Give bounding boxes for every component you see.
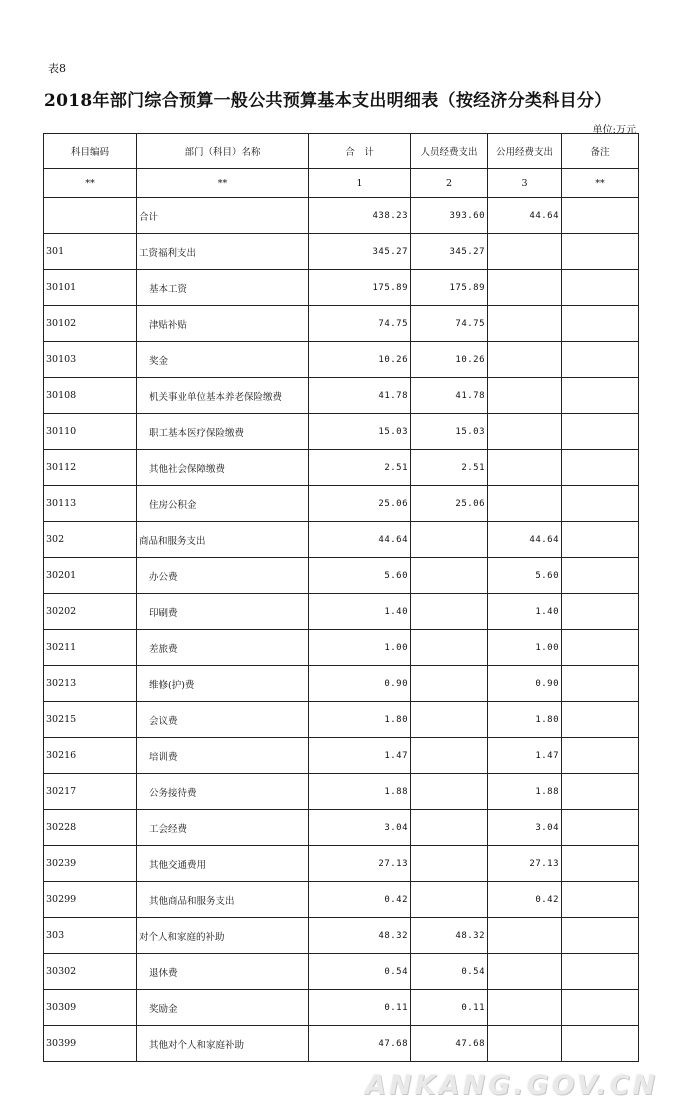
row-code: 30217 — [44, 774, 137, 810]
index-cell: 3 — [488, 169, 562, 198]
row-total: 438.23 — [309, 198, 411, 234]
row-note — [562, 630, 639, 666]
row-code: 30309 — [44, 990, 137, 1026]
row-personnel: 25.06 — [411, 486, 488, 522]
row-public — [488, 414, 562, 450]
row-note — [562, 846, 639, 882]
table-row — [44, 738, 639, 774]
row-public: 3.04 — [488, 810, 562, 846]
index-cell: ** — [44, 169, 137, 198]
row-note — [562, 990, 639, 1026]
row-personnel — [411, 594, 488, 630]
row-public — [488, 486, 562, 522]
row-name: 工会经费 — [137, 810, 309, 846]
row-public: 0.42 — [488, 882, 562, 918]
table-row — [44, 594, 639, 630]
row-name: 维修(护)费 — [137, 666, 309, 702]
row-code: 30112 — [44, 450, 137, 486]
page-title: 2018年部门综合预算一般公共预算基本支出明细表（按经济分类科目分） — [44, 91, 612, 111]
table-row — [44, 774, 639, 810]
row-public — [488, 1026, 562, 1062]
row-note — [562, 1026, 639, 1062]
row-code: 30399 — [44, 1026, 137, 1062]
row-public: 44.64 — [488, 522, 562, 558]
row-name: 印刷费 — [137, 594, 309, 630]
row-note — [562, 558, 639, 594]
table-row — [44, 306, 639, 342]
row-code: 30228 — [44, 810, 137, 846]
row-personnel — [411, 846, 488, 882]
row-personnel: 2.51 — [411, 450, 488, 486]
row-code: 30201 — [44, 558, 137, 594]
row-public: 5.60 — [488, 558, 562, 594]
row-name: 会议费 — [137, 702, 309, 738]
row-public: 1.88 — [488, 774, 562, 810]
row-total: 1.40 — [309, 594, 411, 630]
table-row — [44, 414, 639, 450]
row-total: 1.88 — [309, 774, 411, 810]
row-total: 47.68 — [309, 1026, 411, 1062]
row-total: 2.51 — [309, 450, 411, 486]
row-total: 175.89 — [309, 270, 411, 306]
row-note — [562, 450, 639, 486]
table-row — [44, 342, 639, 378]
row-personnel: 0.54 — [411, 954, 488, 990]
row-total: 5.60 — [309, 558, 411, 594]
row-note — [562, 378, 639, 414]
row-public — [488, 450, 562, 486]
row-personnel — [411, 558, 488, 594]
header-public: 公用经费支出 — [488, 134, 562, 169]
table-row — [44, 270, 639, 306]
row-personnel — [411, 702, 488, 738]
budget-table — [43, 133, 639, 1062]
row-public — [488, 342, 562, 378]
row-personnel — [411, 630, 488, 666]
row-total: 1.00 — [309, 630, 411, 666]
row-personnel: 15.03 — [411, 414, 488, 450]
row-name: 其他商品和服务支出 — [137, 882, 309, 918]
row-personnel — [411, 810, 488, 846]
row-public — [488, 306, 562, 342]
row-personnel: 393.60 — [411, 198, 488, 234]
table-row — [44, 666, 639, 702]
row-note — [562, 234, 639, 270]
row-code: 30239 — [44, 846, 137, 882]
row-code: 301 — [44, 234, 137, 270]
row-personnel: 41.78 — [411, 378, 488, 414]
header-note: 备注 — [562, 134, 639, 169]
row-personnel — [411, 666, 488, 702]
row-total: 25.06 — [309, 486, 411, 522]
row-note — [562, 954, 639, 990]
row-personnel — [411, 522, 488, 558]
row-personnel: 74.75 — [411, 306, 488, 342]
row-code: 30299 — [44, 882, 137, 918]
row-personnel — [411, 882, 488, 918]
row-public — [488, 270, 562, 306]
row-name: 退休费 — [137, 954, 309, 990]
row-code: 303 — [44, 918, 137, 954]
row-total: 48.32 — [309, 918, 411, 954]
table-row — [44, 486, 639, 522]
row-code — [44, 198, 137, 234]
row-public: 1.00 — [488, 630, 562, 666]
row-public: 1.47 — [488, 738, 562, 774]
row-name: 对个人和家庭的补助 — [137, 918, 309, 954]
row-name: 职工基本医疗保险缴费 — [137, 414, 309, 450]
row-code: 302 — [44, 522, 137, 558]
table-row — [44, 882, 639, 918]
row-public: 0.90 — [488, 666, 562, 702]
table-row — [44, 990, 639, 1026]
row-name: 办公费 — [137, 558, 309, 594]
row-name: 机关事业单位基本养老保险缴费 — [137, 378, 309, 414]
table-row — [44, 810, 639, 846]
row-name: 商品和服务支出 — [137, 522, 309, 558]
table-row — [44, 1026, 639, 1062]
row-personnel: 47.68 — [411, 1026, 488, 1062]
row-total: 0.54 — [309, 954, 411, 990]
unit-label: 单位:万元 — [592, 125, 636, 136]
row-total: 0.90 — [309, 666, 411, 702]
row-note — [562, 198, 639, 234]
row-code: 30202 — [44, 594, 137, 630]
table-number: 表8 — [48, 62, 66, 75]
index-cell: ** — [562, 169, 639, 198]
row-note — [562, 522, 639, 558]
row-personnel: 48.32 — [411, 918, 488, 954]
table-row — [44, 450, 639, 486]
row-public: 1.40 — [488, 594, 562, 630]
row-note — [562, 486, 639, 522]
row-note — [562, 882, 639, 918]
row-note — [562, 738, 639, 774]
row-personnel: 0.11 — [411, 990, 488, 1026]
row-name: 奖金 — [137, 342, 309, 378]
row-name: 住房公积金 — [137, 486, 309, 522]
row-total: 27.13 — [309, 846, 411, 882]
row-total: 1.47 — [309, 738, 411, 774]
row-note — [562, 702, 639, 738]
row-note — [562, 666, 639, 702]
row-total: 10.26 — [309, 342, 411, 378]
row-total: 0.42 — [309, 882, 411, 918]
row-code: 30101 — [44, 270, 137, 306]
row-total: 41.78 — [309, 378, 411, 414]
row-personnel: 10.26 — [411, 342, 488, 378]
row-personnel: 345.27 — [411, 234, 488, 270]
table-row — [44, 198, 639, 234]
row-name: 奖励金 — [137, 990, 309, 1026]
row-note — [562, 774, 639, 810]
row-code: 30216 — [44, 738, 137, 774]
row-total: 0.11 — [309, 990, 411, 1026]
row-code: 30108 — [44, 378, 137, 414]
row-personnel — [411, 774, 488, 810]
table-row — [44, 378, 639, 414]
row-total: 44.64 — [309, 522, 411, 558]
row-public — [488, 990, 562, 1026]
row-name: 基本工资 — [137, 270, 309, 306]
row-note — [562, 594, 639, 630]
row-note — [562, 306, 639, 342]
table-row — [44, 234, 639, 270]
row-code: 30211 — [44, 630, 137, 666]
row-name: 公务接待费 — [137, 774, 309, 810]
header-row — [44, 134, 639, 169]
row-personnel — [411, 738, 488, 774]
row-code: 30103 — [44, 342, 137, 378]
row-personnel: 175.89 — [411, 270, 488, 306]
header-code: 科目编码 — [44, 134, 137, 169]
row-code: 30302 — [44, 954, 137, 990]
header-personnel: 人员经费支出 — [411, 134, 488, 169]
table-row — [44, 954, 639, 990]
row-name: 工资福利支出 — [137, 234, 309, 270]
row-total: 345.27 — [309, 234, 411, 270]
table-row — [44, 558, 639, 594]
row-code: 30213 — [44, 666, 137, 702]
table-body — [44, 198, 639, 1062]
row-code: 30102 — [44, 306, 137, 342]
table-row — [44, 918, 639, 954]
row-public: 1.80 — [488, 702, 562, 738]
row-name: 差旅费 — [137, 630, 309, 666]
row-public — [488, 378, 562, 414]
row-name: 其他对个人和家庭补助 — [137, 1026, 309, 1062]
row-code: 30110 — [44, 414, 137, 450]
row-note — [562, 414, 639, 450]
row-note — [562, 270, 639, 306]
row-note — [562, 918, 639, 954]
index-cell: 1 — [309, 169, 411, 198]
row-name: 培训费 — [137, 738, 309, 774]
row-name: 合计 — [137, 198, 309, 234]
row-note — [562, 810, 639, 846]
row-code: 30215 — [44, 702, 137, 738]
row-public: 44.64 — [488, 198, 562, 234]
row-total: 15.03 — [309, 414, 411, 450]
header-name: 部门（科目）名称 — [137, 134, 309, 169]
row-name: 其他社会保障缴费 — [137, 450, 309, 486]
row-name: 其他交通费用 — [137, 846, 309, 882]
table-row — [44, 522, 639, 558]
table-row — [44, 846, 639, 882]
table-row — [44, 630, 639, 666]
row-total: 3.04 — [309, 810, 411, 846]
row-total: 74.75 — [309, 306, 411, 342]
row-code: 30113 — [44, 486, 137, 522]
index-cell: ** — [137, 169, 309, 198]
row-public — [488, 954, 562, 990]
row-public: 27.13 — [488, 846, 562, 882]
row-public — [488, 234, 562, 270]
table-row — [44, 702, 639, 738]
index-row — [44, 169, 639, 198]
index-cell: 2 — [411, 169, 488, 198]
site-watermark: ANKANG.GOV.CN — [365, 1070, 658, 1101]
header-total: 合 计 — [309, 134, 411, 169]
row-name: 津贴补贴 — [137, 306, 309, 342]
row-total: 1.80 — [309, 702, 411, 738]
row-note — [562, 342, 639, 378]
row-public — [488, 918, 562, 954]
